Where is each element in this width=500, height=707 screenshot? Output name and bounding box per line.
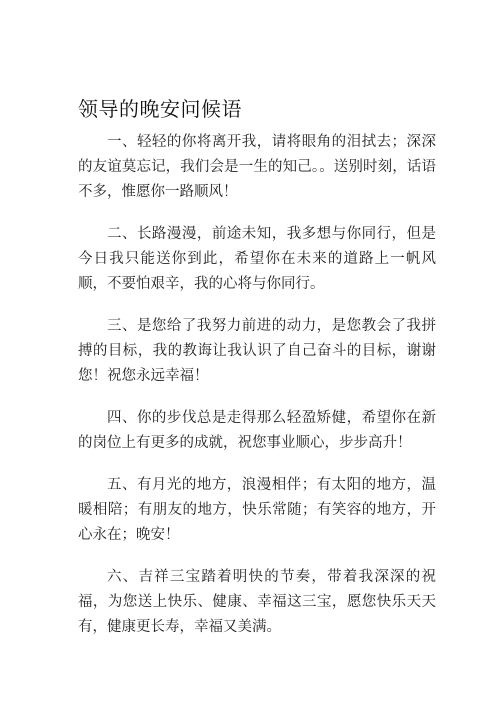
document-title: 领导的晚安问候语 xyxy=(78,97,242,121)
paragraph-4: 四、你的步伐总是走得那么轻盈矫健，希望你在新的岗位上有更多的成就，祝您事业顺心，步步高升！ xyxy=(78,410,436,451)
paragraph-1: 一、轻轻的你将离开我，请将眼角的泪拭去；深深的友谊莫忘记，我们会是一生的知己。。送别时刻，话语不多，惟愿你一路顺风！ xyxy=(78,134,436,200)
paragraph-3: 三、是您给了我努力前进的动力，是您教会了我拼搏的目标，我的教诲让我认识了自己奋斗的目标，谢谢您！祝您永远幸福！ xyxy=(78,318,436,384)
paragraph-6: 六、吉祥三宝踏着明快的节奏，带着我深深的祝福，为您送上快乐、健康、幸福这三宝，愿您快乐天天有，健康更长寿，幸福又美满。 xyxy=(78,569,436,635)
paragraph-5: 五、有月光的地方，浪漫相伴；有太阳的地方，温暖相陪；有朋友的地方，快乐常随；有笑容的地方，开心永在；晚安！ xyxy=(78,477,436,543)
paragraph-2: 二、长路漫漫，前途未知，我多想与你同行，但是今日我只能送你到此，希望你在未来的道路上一帆风顺，不要怕艰辛，我的心将与你同行。 xyxy=(78,226,436,292)
